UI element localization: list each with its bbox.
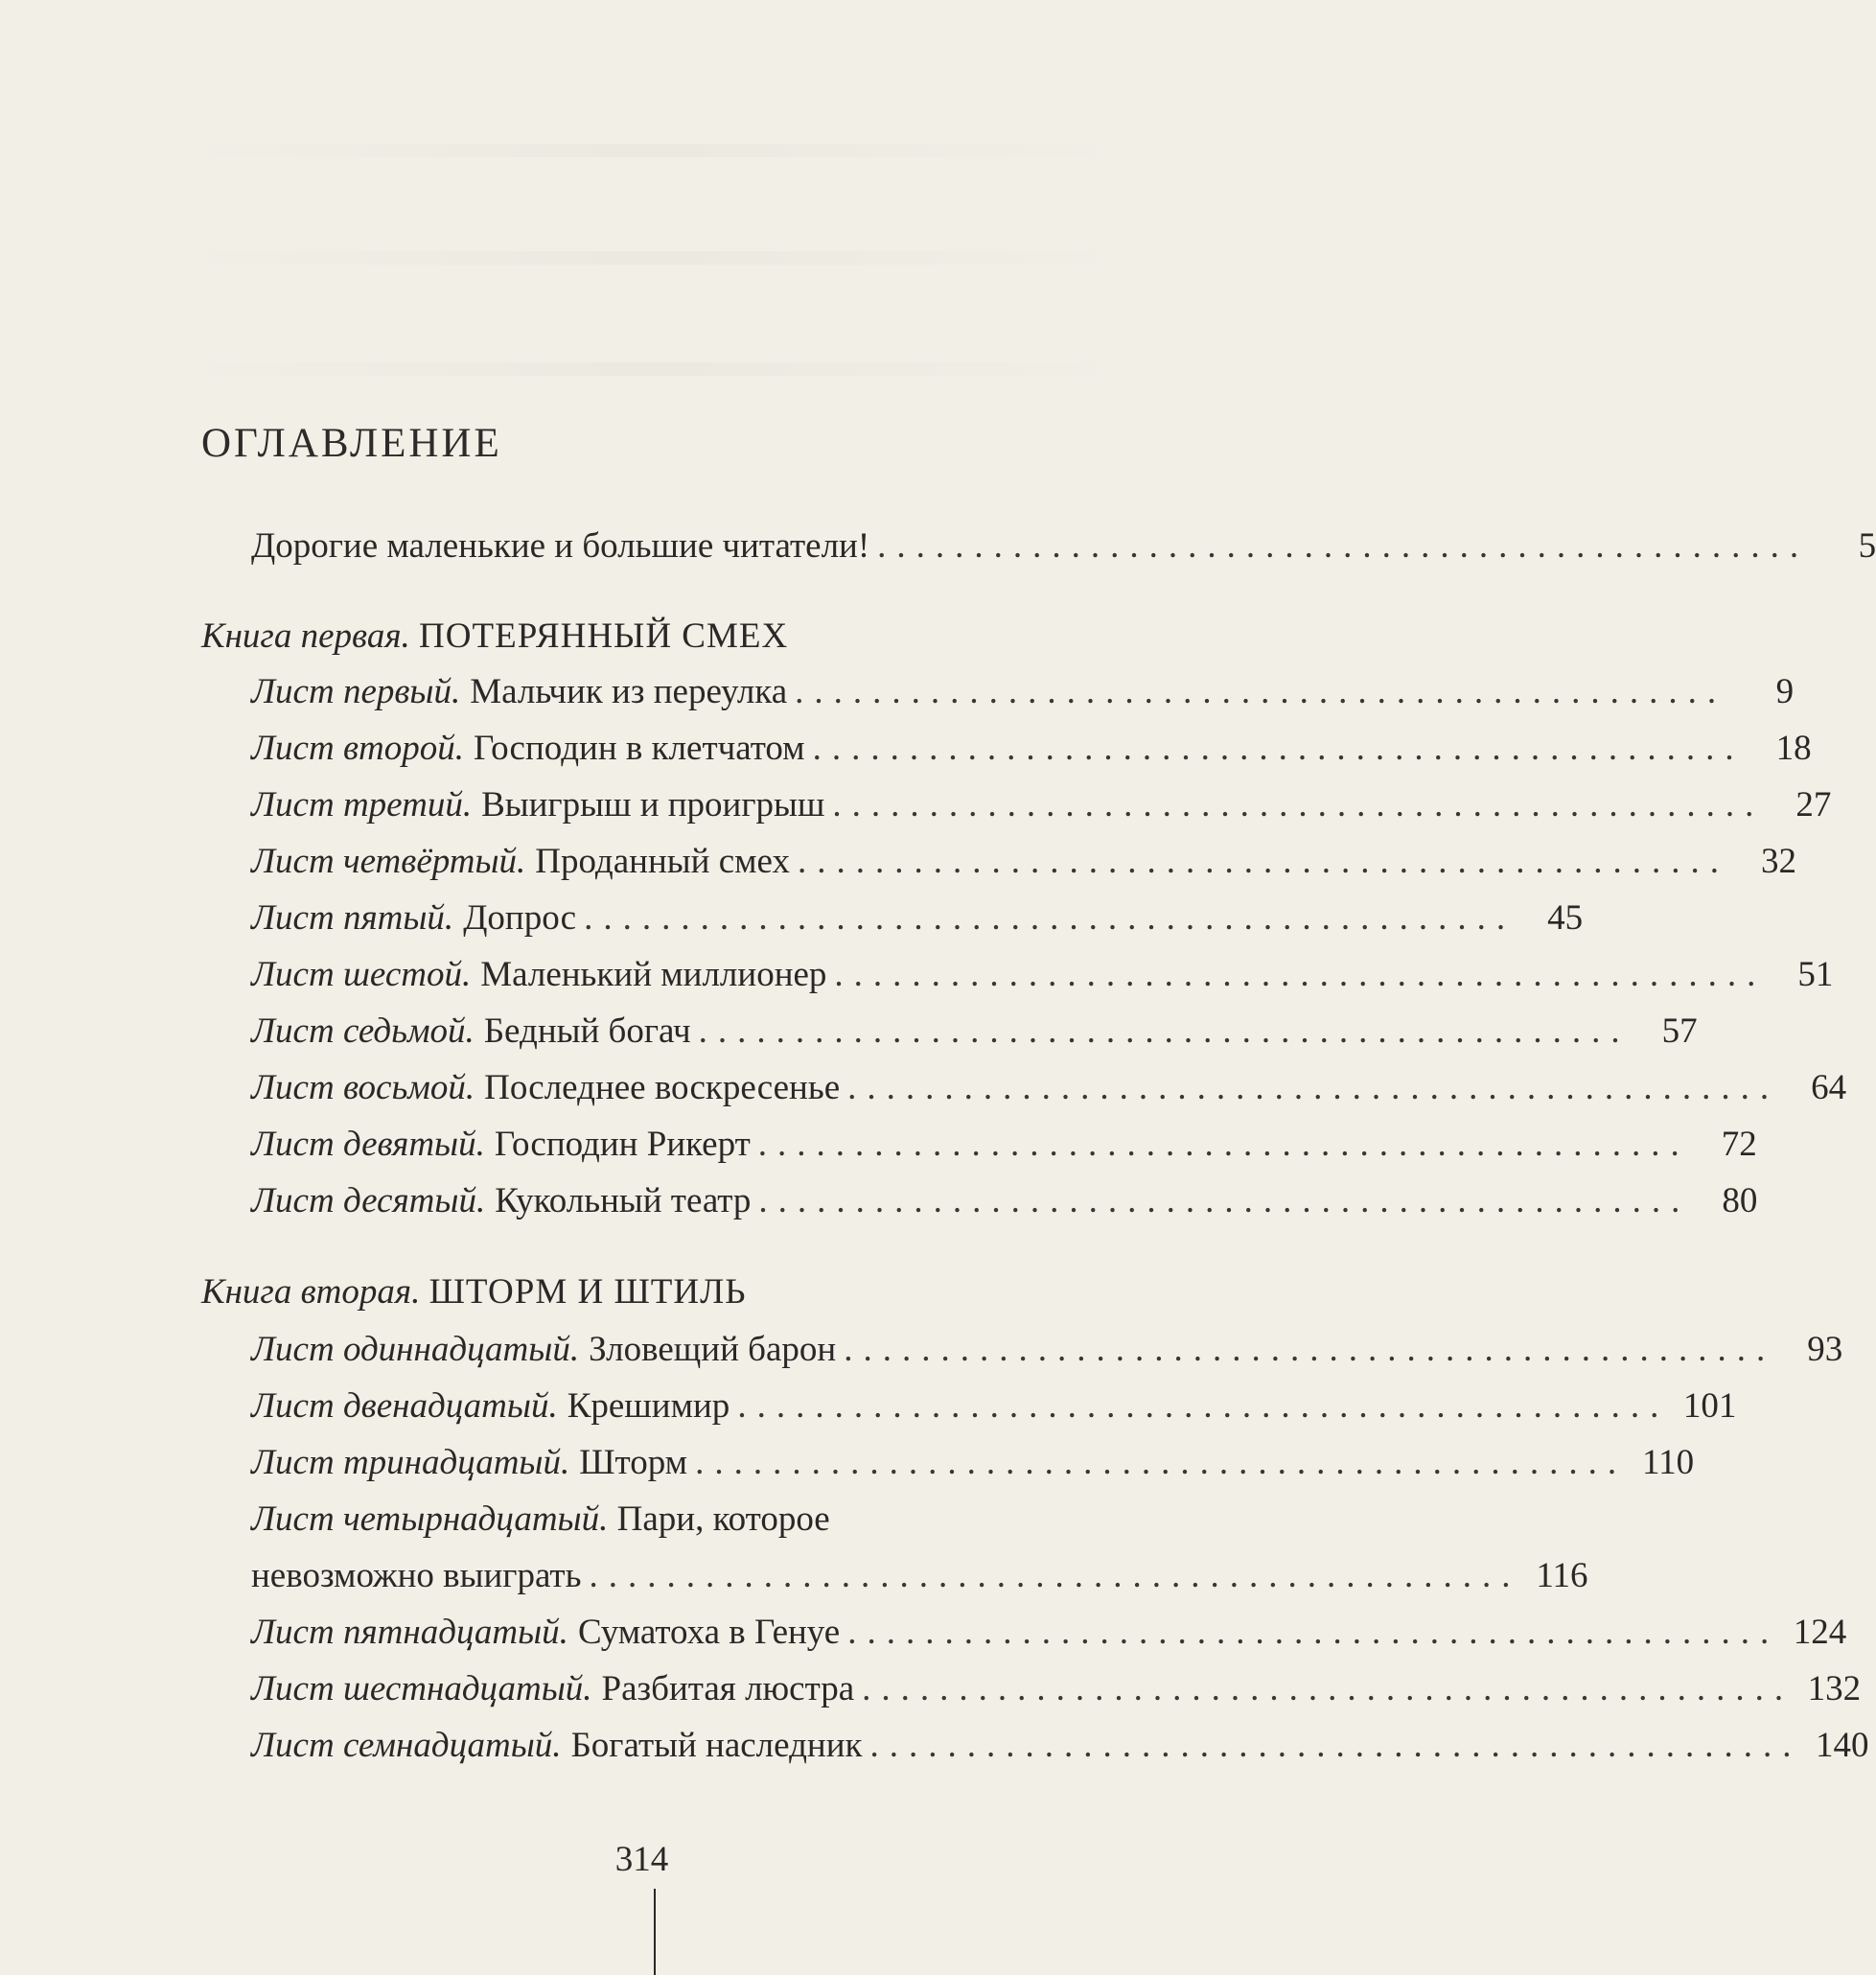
show-through-line [182,251,1122,265]
chapter-label: Лист четвёртый. [251,842,526,881]
leader-dots: ................................................ [584,898,1517,938]
chapter-label: Лист девятый. [251,1125,485,1164]
book-heading-2 [201,1271,746,1313]
leader-dots: ................................................ [795,672,1727,711]
chapter-page: 110 [1641,1443,1695,1482]
chapter-label: Лист первый. [251,672,461,711]
leader-dots: ................................................ [834,955,1767,994]
chapter-page: 18 [1775,729,1812,768]
chapter-title: Крешимир [567,1386,730,1426]
chapter-title: Маленький миллионер [480,955,827,994]
toc-entry [251,1442,1695,1492]
chapter-page: 116 [1536,1556,1588,1595]
show-through-line [182,362,1122,376]
toc-entry [251,1180,1758,1230]
chapter-title: Господин в клетчатом [473,729,805,768]
leader-dots: ................................................ [797,842,1729,881]
toc-entry [251,841,1796,891]
chapter-page: 27 [1795,785,1832,825]
toc-entry [251,1067,1847,1117]
chapter-title: Выигрыш и проигрыш [481,785,825,825]
book-label: Книга первая. [201,616,410,656]
leader-dots: ................................................ [869,1726,1802,1765]
chapter-label: Лист пятый. [251,898,454,938]
toc-entry-first-line [251,1499,830,1540]
book-name: ПОТЕРЯННЫЙ СМЕХ [419,616,789,656]
show-through-line [182,144,1122,157]
chapter-label: Лист четырнадцатый. [251,1499,609,1539]
chapter-label: Лист десятый. [251,1181,486,1220]
chapter-page: 45 [1547,898,1584,938]
chapter-page: 32 [1760,842,1796,881]
chapter-label: Лист шестой. [251,955,472,994]
leader-dots: ................................................ [844,1330,1776,1369]
leader-dots: ................................................ [695,1443,1628,1482]
chapter-label: Лист двенадцатый. [251,1386,558,1426]
toc-entry [251,1011,1698,1060]
page-number: 314 [614,1840,669,1879]
leader-dots: ................................................ [737,1386,1670,1426]
chapter-title: Последнее воскресенье [484,1068,841,1107]
book-heading-1 [201,616,788,657]
chapter-page: 57 [1661,1011,1698,1051]
gutter-rule [654,1889,656,1975]
chapter-label: Лист пятнадцатый. [251,1613,568,1652]
chapter-label: Лист седьмой. [251,1011,475,1051]
chapter-label: Лист одиннадцатый. [251,1330,580,1369]
leader-dots: ................................................ [877,526,1810,566]
toc-heading: ОГЛАВЛЕНИЕ [201,421,502,466]
toc-entry [251,1124,1757,1173]
toc-entry [251,897,1584,947]
toc-entry-intro [251,525,1876,575]
book-name: ШТОРМ И ШТИЛЬ [428,1272,747,1312]
chapter-title: Зловещий барон [589,1330,837,1369]
chapter-label: Лист семнадцатый. [251,1726,562,1765]
chapter-page: 51 [1797,955,1834,994]
book-label: Книга вторая. [201,1272,421,1312]
toc-entry [251,954,1834,1004]
toc-entry-continuation [251,1555,1588,1605]
chapter-label: Лист шестнадцатый. [251,1669,592,1708]
chapter-page: 124 [1793,1613,1847,1652]
chapter-title: Бедный богач [483,1011,691,1051]
entry-page: 5 [1858,526,1876,566]
chapter-page: 9 [1775,672,1795,711]
toc-entry [251,671,1795,721]
entry-title: Дорогие маленькие и большие читатели! [251,526,870,566]
chapter-page: 93 [1807,1330,1843,1369]
chapter-title-continued: невозможно выиграть [251,1556,582,1595]
chapter-title: Богатый наследник [570,1726,863,1765]
chapter-page: 132 [1807,1669,1862,1708]
chapter-title: Проданный смех [535,842,790,881]
chapter-title: Суматоха в Генуе [577,1613,841,1652]
chapter-title: Разбитая люстра [601,1669,855,1708]
leader-dots: ................................................ [589,1556,1521,1595]
chapter-title: Шторм [579,1443,688,1482]
chapter-page: 64 [1811,1068,1847,1107]
chapter-page: 101 [1682,1386,1737,1426]
toc-entry [251,728,1812,778]
chapter-title: Пари, которое [616,1499,830,1539]
chapter-label: Лист третий. [251,785,473,825]
leader-dots: ................................................ [757,1125,1690,1164]
toc-entry [251,1725,1869,1775]
chapter-label: Лист восьмой. [251,1068,475,1107]
chapter-page: 80 [1722,1181,1758,1220]
leader-dots: ................................................ [758,1181,1691,1220]
leader-dots: ................................................ [847,1068,1780,1107]
chapter-page: 140 [1815,1726,1869,1765]
toc-entry [251,1329,1843,1379]
chapter-title: Господин Рикерт [494,1125,751,1164]
leader-dots: ................................................ [847,1613,1780,1652]
toc-entry [251,1612,1847,1661]
chapter-label: Лист второй. [251,729,464,768]
toc-entry [251,1385,1737,1435]
leader-dots: ................................................ [812,729,1745,768]
chapter-title: Допрос [463,898,577,938]
leader-dots: ................................................ [698,1011,1631,1051]
toc-entry [251,1668,1862,1718]
leader-dots: ................................................ [832,785,1765,825]
chapter-page: 72 [1721,1125,1757,1164]
leader-dots: ................................................ [862,1669,1795,1708]
chapter-label: Лист тринадцатый. [251,1443,570,1482]
toc-entry [251,784,1832,834]
chapter-title: Кукольный театр [495,1181,752,1220]
chapter-title: Мальчик из переулка [470,672,788,711]
